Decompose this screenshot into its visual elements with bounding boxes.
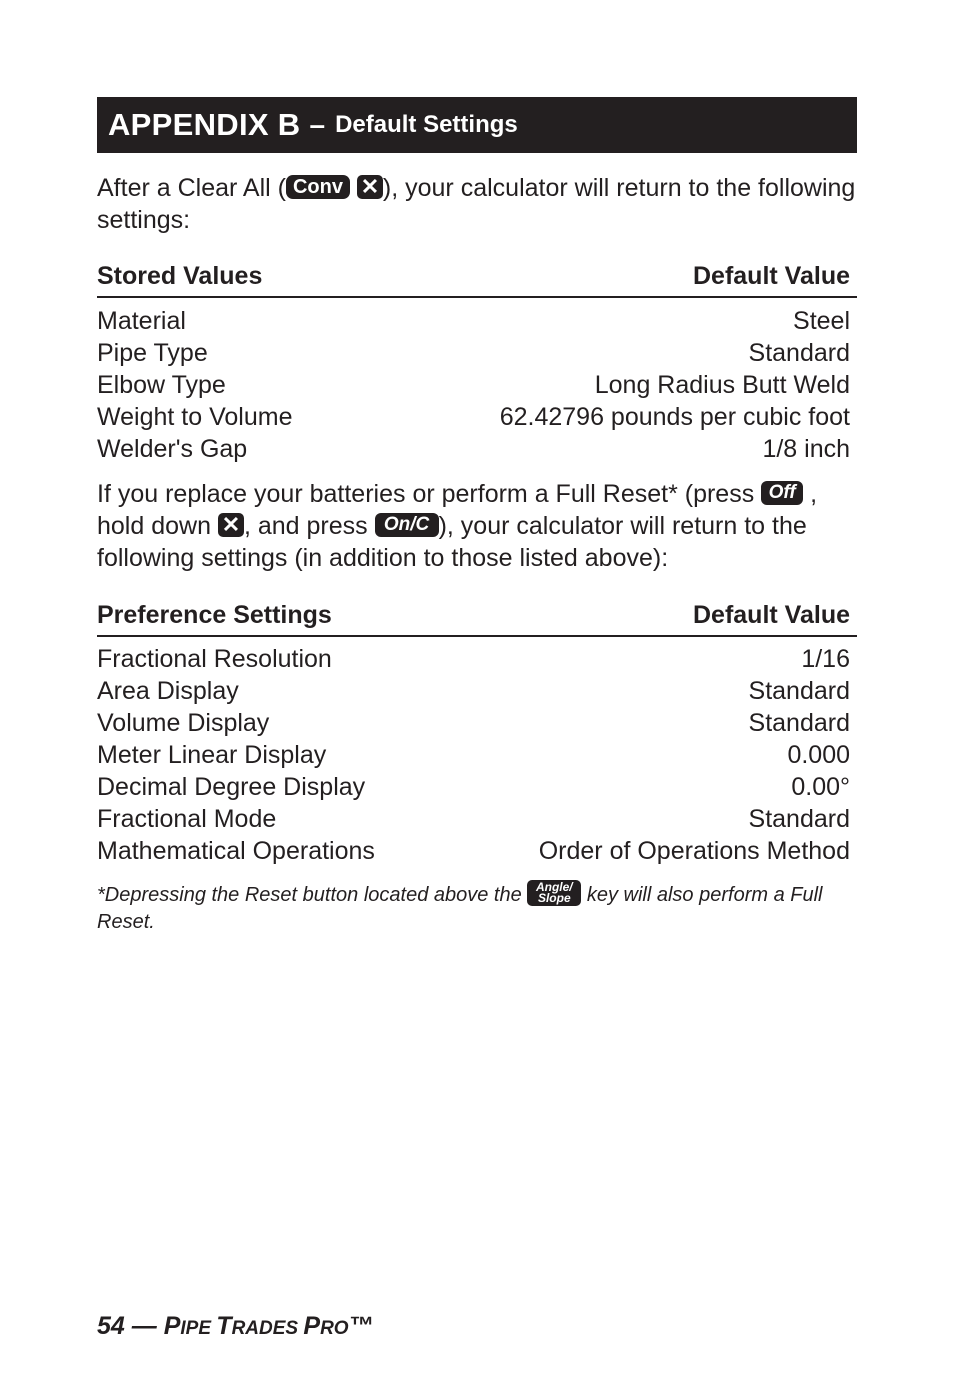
setting-value: Steel [793, 307, 850, 335]
product-name-part: RO [320, 1318, 349, 1339]
setting-value: 0.000 [787, 741, 850, 769]
appendix-banner [97, 97, 857, 153]
product-name-part: P [163, 1312, 181, 1340]
multiply-key-icon: ✕ [357, 175, 383, 199]
setting-name: Elbow Type [97, 371, 226, 399]
setting-value: Standard [748, 339, 850, 367]
angle-key-label-bottom: Slope [537, 890, 571, 905]
setting-name: Fractional Mode [97, 805, 277, 833]
conv-key-icon: Conv [286, 175, 350, 199]
setting-value: 0.00° [791, 773, 850, 801]
table-row [97, 369, 850, 401]
reset-text-2: , hold down [97, 480, 818, 540]
product-name-part: RADES [231, 1318, 304, 1339]
setting-name: Weight to Volume [97, 403, 293, 431]
table-row [97, 337, 850, 369]
setting-value: Long Radius Butt Weld [594, 371, 850, 399]
table-row [97, 675, 850, 707]
stored-values-table [97, 305, 850, 465]
setting-value: Standard [748, 677, 850, 705]
product-name-part: P [303, 1312, 321, 1340]
appendix-subtitle: Default Settings [335, 111, 518, 138]
intro-paragraph [97, 172, 857, 236]
title-dash: – [309, 109, 326, 140]
setting-value: Standard [748, 805, 850, 833]
setting-name: Pipe Type [97, 339, 208, 367]
on-clear-key-icon: On/C [375, 513, 439, 537]
table-row [97, 305, 850, 337]
reset-text-4: ), your calculator will return to the following settings (in addition to those listed above): [97, 512, 807, 572]
intro-text-end: ), your calculator will return to the following settings: [97, 174, 856, 234]
setting-name: Decimal Degree Display [97, 773, 366, 801]
preference-settings-header-label: Preference Settings [97, 601, 332, 629]
page-footer [97, 1312, 374, 1341]
stored-default-header-label: Default Value [693, 262, 850, 290]
table-row [97, 771, 850, 803]
reset-text-3: , and press [243, 512, 375, 540]
reset-text-1: If you replace your batteries or perform a Full Reset* (press [97, 480, 762, 508]
table-row [97, 803, 850, 835]
table-row [97, 707, 850, 739]
reset-paragraph [97, 478, 857, 574]
page-number: 54 — [97, 1312, 164, 1340]
table-row [97, 433, 850, 465]
preference-default-header-label: Default Value [693, 601, 850, 629]
setting-name: Mathematical Operations [97, 837, 375, 865]
setting-value: Standard [748, 709, 850, 737]
setting-name: Fractional Resolution [97, 645, 332, 673]
setting-name: Welder's Gap [97, 435, 248, 463]
reset-footnote [97, 879, 857, 935]
stored-values-header [97, 262, 857, 298]
setting-name: Volume Display [97, 709, 270, 737]
table-row [97, 835, 850, 867]
setting-value: 1/16 [801, 645, 850, 673]
table-row [97, 739, 850, 771]
appendix-title: APPENDIX B [108, 107, 301, 142]
stored-values-header-label: Stored Values [97, 262, 263, 290]
angle-slope-key-icon [527, 880, 581, 906]
table-row [97, 401, 850, 433]
multiply-key-icon: ✕ [218, 513, 244, 537]
off-key-icon: Off [761, 481, 803, 505]
trademark-symbol: ™ [348, 1312, 374, 1340]
preference-settings-header [97, 601, 857, 637]
setting-value: 1/8 inch [762, 435, 850, 463]
product-name-part: IPE [180, 1318, 217, 1339]
setting-name: Meter Linear Display [97, 741, 327, 769]
setting-value: 62.42796 pounds per cubic foot [499, 403, 850, 431]
intro-text-start: After a Clear All ( [97, 174, 286, 202]
setting-value: Order of Operations Method [538, 837, 850, 865]
setting-name: Material [97, 307, 186, 335]
product-name-part: T [216, 1312, 232, 1340]
footnote-text-2: key will also perform a Full Reset. [97, 884, 823, 933]
preference-settings-table [97, 643, 850, 867]
setting-name: Area Display [97, 677, 239, 705]
table-row [97, 643, 850, 675]
angle-key-label-top: Angle/ [535, 879, 573, 894]
footnote-text-1: *Depressing the Reset button located above the [97, 884, 528, 906]
